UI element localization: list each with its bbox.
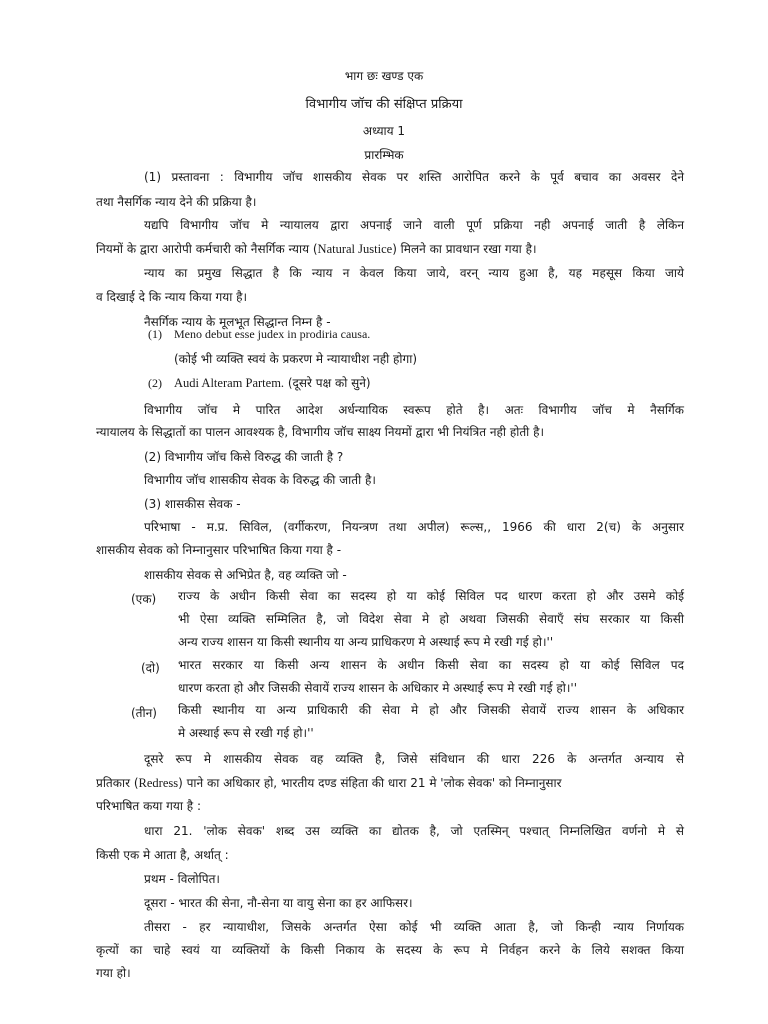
para5-line-2-b: ) पाने का अधिकार हो, भारतीय दण्ड संहिता की धारा 21 मे 'लोक सेवक' को निम्नानुसार: [178, 776, 562, 790]
principle-2-hindi: (दूसरे पक्ष को सुने): [287, 376, 371, 390]
item-3-line-1: किसी स्थानीय या अन्य प्राधिकारी की सेवा मे हो और जिसकी सेवायें राज्य शासन के अधिकार: [178, 703, 684, 717]
intro-line-1: (1) प्रस्तावना : विभागीय जॉच शासकीय सेवक पर शस्ति आरोपित करने के पूर्व बचाव का अवसर देने: [144, 170, 684, 184]
redress-term: Redress: [138, 776, 179, 790]
para5-line-1: दूसरे रूप मे शासकीय सेवक वह व्यक्ति है, जिसे संविधान की धारा 226 के अन्तर्गत अन्याय से: [144, 752, 684, 766]
q2-answer: विभागीय जॉच शासकीय सेवक के विरुद्ध की जाती है।: [144, 473, 376, 487]
principle-1-latin: Meno debut esse judex in prodiria causa.: [174, 327, 371, 341]
principle-2-line: [174, 370, 371, 397]
para3-line-1: न्याय का प्रमुख सिद्धात है कि न्याय न केवल किया जाये, वरन् न्याय हुआ है, यह महसूस किया जाये: [144, 266, 684, 280]
list-second: दूसरा - भारत की सेना, नौ-सेना या वायु सेना का हर आफिसर।: [144, 896, 413, 910]
item-3-label: (तीन): [131, 706, 157, 720]
chapter-title: प्रारम्भिक: [364, 148, 404, 162]
para6-line-2: किसी एक मे आता है, अर्थात् :: [96, 848, 229, 862]
chapter-number: अध्याय 1: [362, 124, 406, 138]
para2-line-2-a: नियमों के द्वारा आरोपी कर्मचारी को नैसर्गिक न्याय (: [96, 242, 318, 256]
item-2-line-2: धारण करता हो और जिसकी सेवायें राज्य शासन के अधिकार मे अस्थाई रूप मे रखी गई हो।'': [178, 681, 577, 695]
para2-line-2: [96, 236, 537, 263]
para4-line-2: न्यायालय के सिद्धातों का पालन आवश्यक है, विभागीय जॉच साक्ष्य नियमों द्वारा भी नियंत्रित नही होती है।: [96, 425, 544, 439]
principles-heading: नैसर्गिक न्याय के मूलभूत सिद्धान्त निम्न है -: [144, 315, 331, 329]
list-first: प्रथम - विलोपित।: [144, 872, 220, 886]
para5-line-3: परिभाषित कया गया है :: [96, 799, 202, 813]
part-heading: भाग छः खण्ड एक: [344, 69, 424, 83]
item-1-line-2: भी ऐसा व्यक्ति सम्मिलित है, जो विदेश सेवा मे हो अथवा जिसकी सेवाएँ संघ सरकार या किसी: [178, 612, 684, 626]
item-2-line-1: भारत सरकार या किसी अन्य शासन के अधीन किसी सेवा का सदस्य हो या कोई सिविल पद: [178, 658, 684, 672]
principle-1-hindi: (कोई भी व्यक्ति स्वयं के प्रकरण मे न्यायाधीश नही होगा): [174, 352, 418, 366]
para2-line-1: यद्यपि विभागीय जॉच मे न्यायालय द्वारा अपनाई जाने वाली पूर्ण प्रक्रिया नही अपनाई जाती है लेकिन: [144, 218, 684, 232]
item-3-line-2: मे अस्थाई रूप से रखी गई हो।'': [178, 726, 314, 740]
definition-line-2: शासकीय सेवक को निम्नानुसार परिभाषित किया गया है -: [96, 543, 342, 557]
list-third-line-2: कृत्यों का चाहे स्वयं या व्यक्तियों के किसी निकाय के सदस्य के रूप मे निर्वहन करने के लिये सशक्त किया: [96, 943, 684, 957]
para5-line-2-a: प्रतिकार (: [96, 776, 139, 790]
list-third-line-1: तीसरा - हर न्यायाधीश, जिसके अन्तर्गत ऐसा कोई भी व्यक्ति आता है, जो किन्ही न्याय निर्णायक: [144, 920, 684, 934]
document-title: विभागीय जॉच की संक्षिप्त प्रक्रिया: [305, 97, 463, 112]
q2-heading: (2) विभागीय जॉच किसे विरुद्ध की जाती है ?: [144, 450, 344, 464]
item-1-line-1: राज्य के अधीन किसी सेवा का सदस्य हो या कोई सिविल पद धारण करता हो और उसमे कोई: [178, 589, 684, 603]
list-third-line-3: गया हो।: [96, 966, 131, 980]
item-1-label: (एक): [131, 592, 157, 606]
principle-2-number: (2): [148, 376, 162, 390]
q3-heading: (3) शासकीस सेवक -: [144, 497, 241, 511]
para3-line-2: व दिखाई दे कि न्याय किया गया है।: [96, 290, 248, 304]
intro-line-2: तथा नैसर्गिक न्याय देने की प्रक्रिया है।: [96, 195, 257, 209]
natural-justice-term: Natural Justice: [317, 242, 393, 256]
para6-line-1: धारा 21. 'लोक सेवक' शब्द उस व्यक्ति का द्योतक है, जो एतस्मिन् पश्चात् निम्नलिखित वर्णनो मे से: [144, 824, 684, 838]
definition-lead: शासकीय सेवक से अभिप्रेत है, वह व्यक्ति जो -: [144, 568, 347, 582]
principle-2-latin: Audi Alteram Partem.: [174, 376, 285, 390]
principle-1-number: (1): [148, 327, 162, 341]
para2-line-2-b: ) मिलने का प्रावधान रखा गया है।: [392, 242, 537, 256]
item-1-line-3: अन्य राज्य शासन या किसी स्थानीय या अन्य प्राधिकरण मे अस्थाई रूप मे रखी गई हो।'': [178, 635, 554, 649]
item-2-label: (दो): [141, 661, 160, 675]
para4-line-1: विभागीय जॉच मे पारित आदेश अर्धन्यायिक स्वरूप होते है। अतः विभागीय जॉच मे नैसर्गिक: [144, 403, 684, 417]
definition-line-1: परिभाषा - म.प्र. सिविल, (वर्गीकरण, नियन्त्रण तथा अपील) रूल्स,, 1966 की धारा 2(च) के अनुसार: [144, 520, 684, 534]
